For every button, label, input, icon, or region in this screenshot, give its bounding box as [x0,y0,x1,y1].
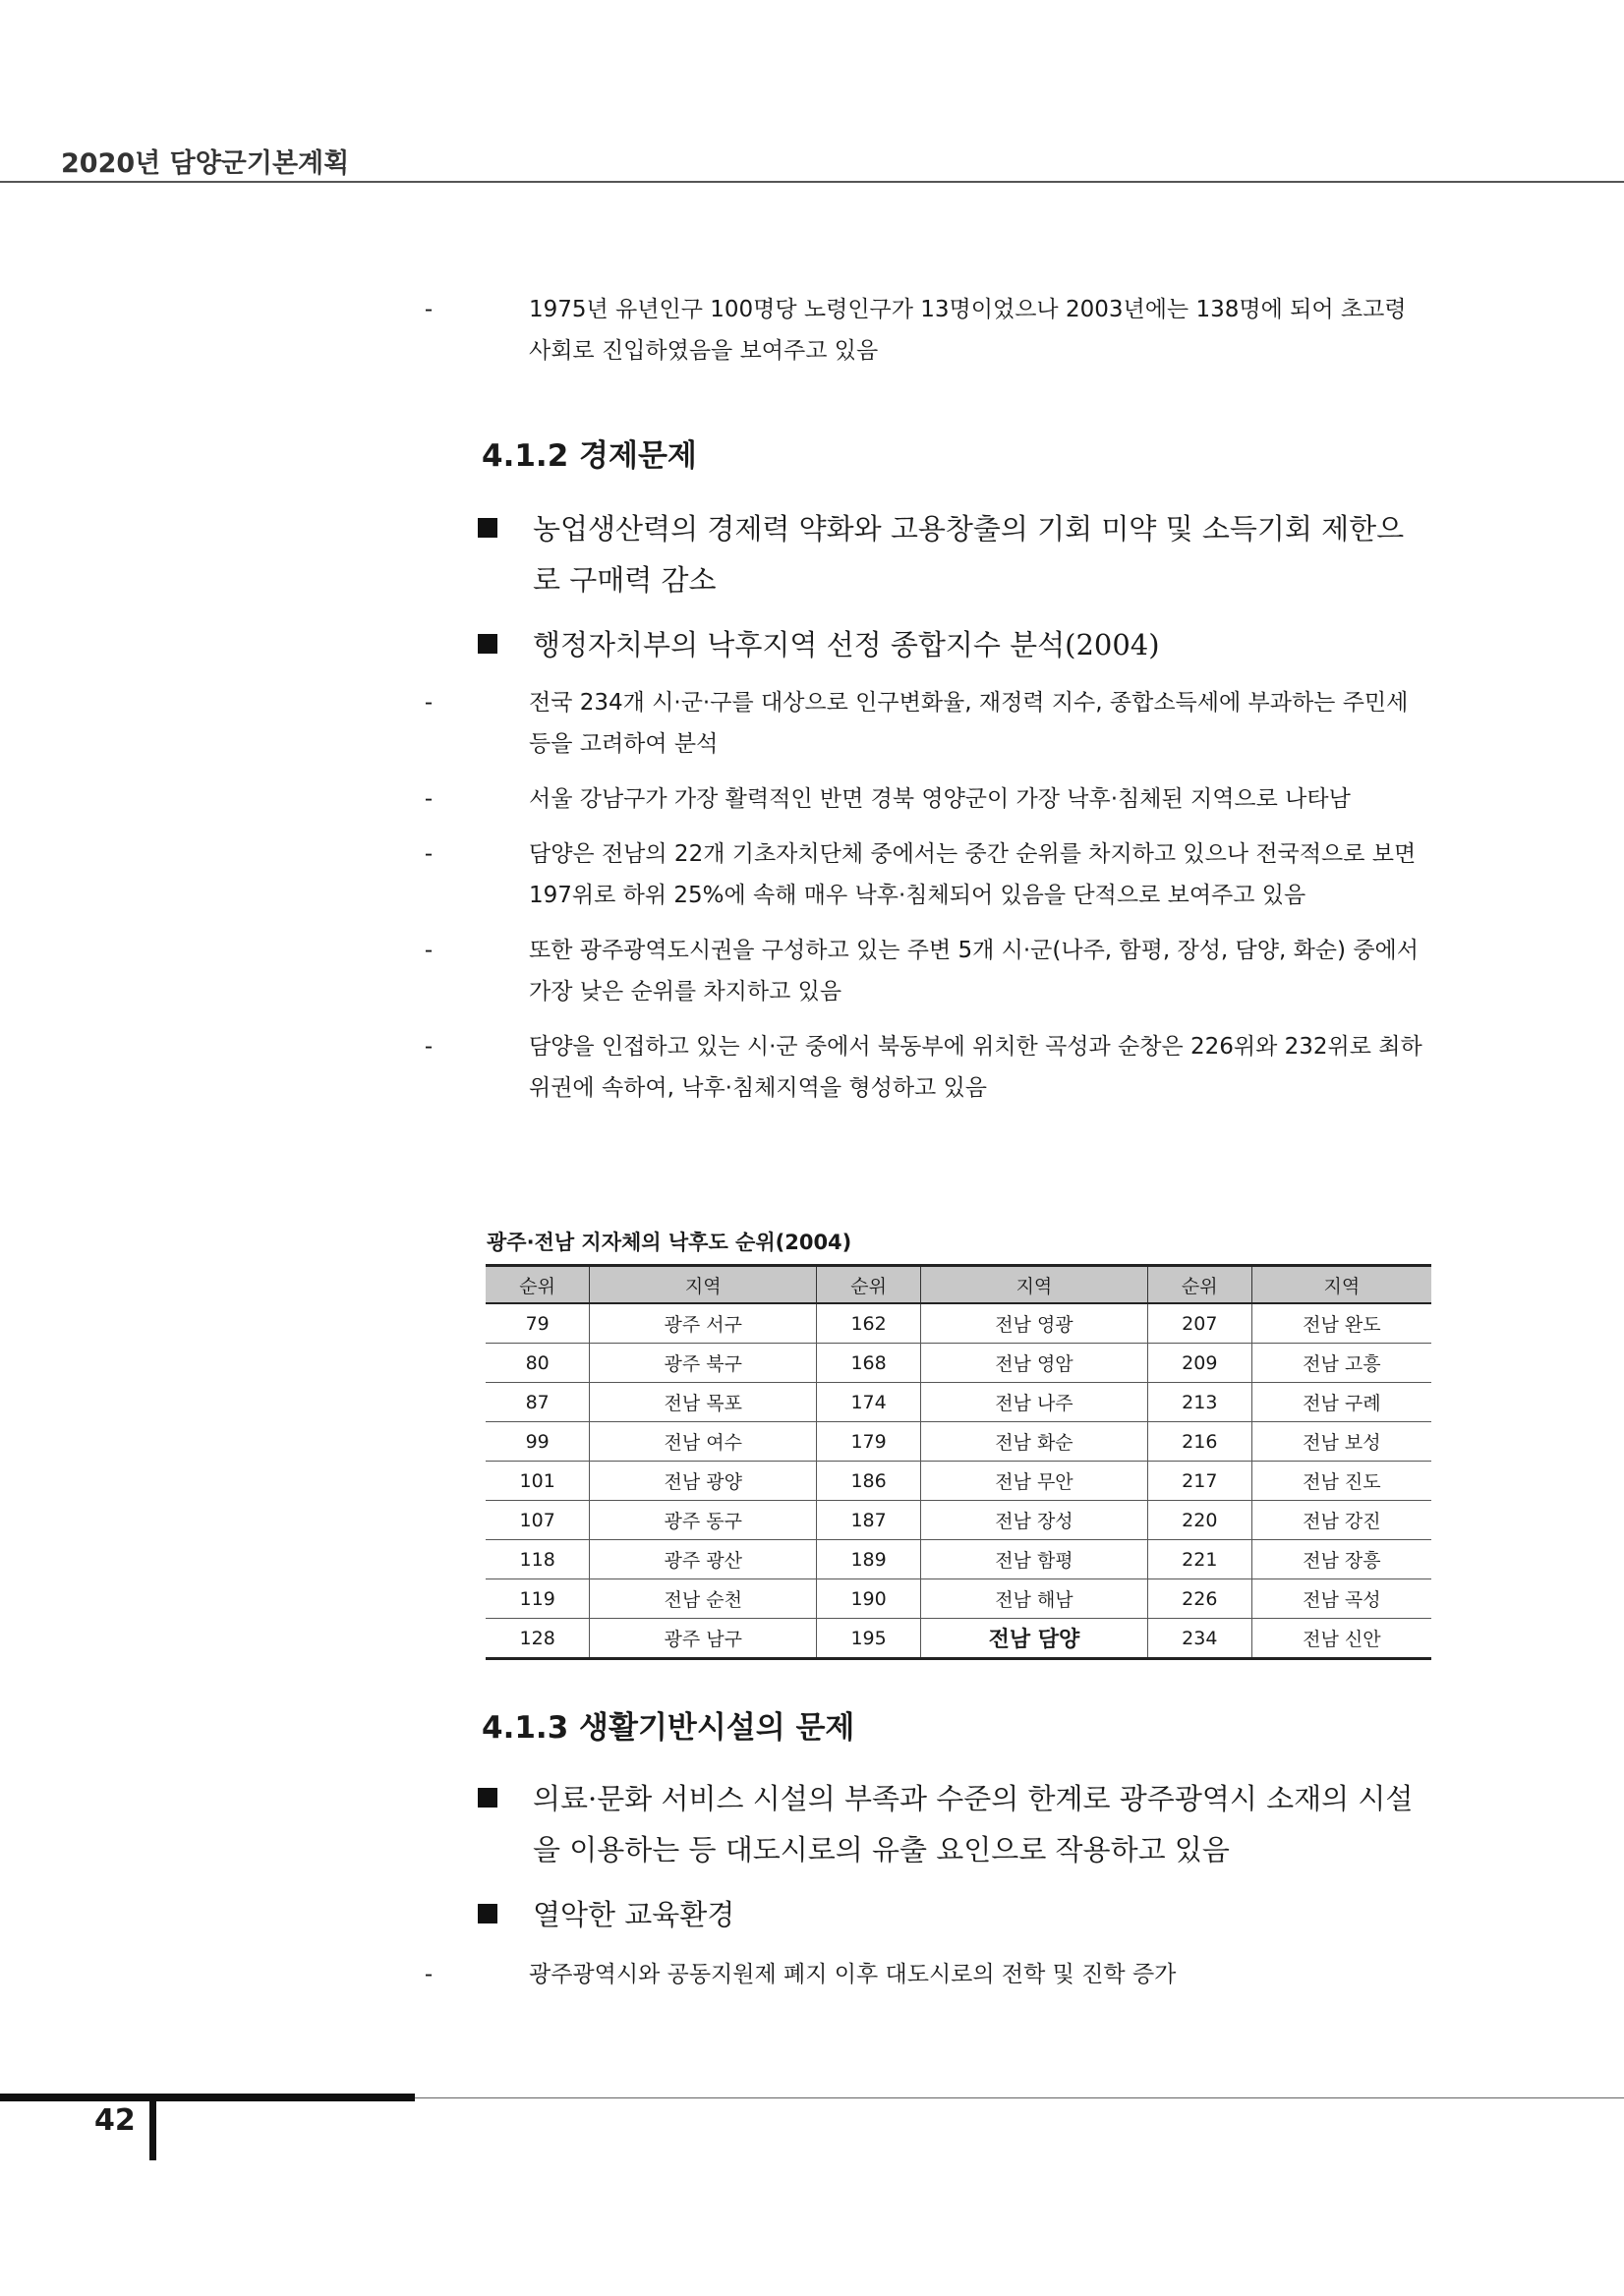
running-header-title: 2020년 담양군기본계획 [61,148,350,179]
region-cell: 전남 화순 [921,1422,1148,1462]
rank-cell: 209 [1147,1344,1251,1383]
region-cell: 전남 고흥 [1251,1344,1431,1383]
region-cell: 전남 강진 [1251,1501,1431,1540]
ranking-table [486,1264,1431,1660]
dash-text: 광주광역시와 공동지원제 폐지 이후 대도시로의 전학 및 진학 증가 [529,1962,1177,1987]
region-cell: 전남 완도 [1251,1303,1431,1344]
intro-dash-text: 1975년 유년인구 100명당 노령인구가 13명이었으나 2003년에는 138명에 되어 초고령 사회로 진입하였음을 보여주고 있음 [529,297,1407,364]
table-row [486,1540,1431,1579]
intro-dash-item [424,289,1430,372]
square-bullet-icon [478,518,497,538]
rank-cell: 195 [817,1619,921,1659]
region-cell: 광주 남구 [590,1619,817,1659]
region-cell: 전남 보성 [1251,1422,1431,1462]
rank-cell: 234 [1147,1619,1251,1659]
economy-dash-item [424,930,1430,1012]
dash-marker: - [424,690,434,716]
facilities-dash-item [424,1954,1430,1995]
page-number: 42 [94,2103,136,2138]
table-row [486,1303,1431,1344]
table-row [486,1619,1431,1659]
table-row [486,1462,1431,1501]
bullet-text: 열악한 교육환경 [533,1898,735,1931]
region-cell: 전남 진도 [1251,1462,1431,1501]
rank-cell: 101 [486,1462,590,1501]
rank-cell: 80 [486,1344,590,1383]
column-header: 순위 [817,1266,921,1304]
table-row [486,1422,1431,1462]
rank-cell: 79 [486,1303,590,1344]
bullet-item-facilities-2 [482,1889,1430,1940]
region-cell: 전남 영광 [921,1303,1148,1344]
economy-dash-item [424,778,1430,820]
region-cell: 전남 장흥 [1251,1540,1431,1579]
economy-dash-item [424,682,1430,765]
rank-cell: 216 [1147,1422,1251,1462]
rank-cell: 190 [817,1579,921,1619]
region-cell: 전남 광양 [590,1462,817,1501]
table-row [486,1383,1431,1422]
table-header-row [486,1266,1431,1304]
rank-cell: 107 [486,1501,590,1540]
region-cell: 광주 서구 [590,1303,817,1344]
rank-cell: 217 [1147,1462,1251,1501]
table-caption: 광주·전남 지자체의 낙후도 순위(2004) [487,1231,852,1254]
economy-dash-item [424,1026,1430,1109]
bullet-text: 농업생산력의 경제력 약화와 고용창출의 기회 미약 및 소득기회 제한으로 구매력 감소 [533,512,1405,597]
rank-cell: 118 [486,1540,590,1579]
dash-marker: - [424,786,434,812]
column-header: 지역 [1251,1266,1431,1304]
dash-marker: - [424,938,434,963]
table-row [486,1579,1431,1619]
bullet-text: 의료·문화 서비스 시설의 부족과 수준의 한계로 광주광역시 소재의 시설을 이용하는 등 대도시로의 유출 요인으로 작용하고 있음 [533,1782,1414,1866]
rank-cell: 186 [817,1462,921,1501]
region-cell: 전남 해남 [921,1579,1148,1619]
region-cell-highlight: 전남 담양 [921,1619,1148,1659]
dash-marker: - [424,297,434,322]
footer-rule [415,2097,1624,2098]
bullet-text: 행정자치부의 낙후지역 선정 종합지수 분석(2004) [533,628,1160,661]
bullet-item-economy-1 [482,503,1430,605]
region-cell: 전남 곡성 [1251,1579,1431,1619]
rank-cell: 99 [486,1422,590,1462]
section-heading-4-1-3: 4.1.3 생활기반시설의 문제 [482,1710,855,1746]
region-cell: 전남 여수 [590,1422,817,1462]
column-header: 순위 [486,1266,590,1304]
region-cell: 전남 순천 [590,1579,817,1619]
dash-text: 서울 강남구가 가장 활력적인 반면 경북 영양군이 가장 낙후·침체된 지역으로 나타남 [529,786,1351,812]
column-header: 순위 [1147,1266,1251,1304]
table-row [486,1501,1431,1540]
square-bullet-icon [478,1904,497,1923]
page-number-divider [149,2101,156,2160]
footer-bar [0,2094,415,2101]
region-cell: 광주 동구 [590,1501,817,1540]
column-header: 지역 [921,1266,1148,1304]
economy-dash-item [424,833,1430,916]
dash-marker: - [424,1962,434,1987]
rank-cell: 189 [817,1540,921,1579]
bullet-item-economy-2 [482,619,1430,670]
rank-cell: 226 [1147,1579,1251,1619]
dash-marker: - [424,1034,434,1060]
region-cell: 전남 영암 [921,1344,1148,1383]
region-cell: 광주 북구 [590,1344,817,1383]
region-cell: 전남 무안 [921,1462,1148,1501]
rank-cell: 221 [1147,1540,1251,1579]
region-cell: 전남 신안 [1251,1619,1431,1659]
rank-cell: 87 [486,1383,590,1422]
header-rule [0,181,1624,183]
rank-cell: 207 [1147,1303,1251,1344]
region-cell: 전남 함평 [921,1540,1148,1579]
rank-cell: 220 [1147,1501,1251,1540]
rank-cell: 174 [817,1383,921,1422]
rank-cell: 162 [817,1303,921,1344]
table-row [486,1344,1431,1383]
rank-cell: 179 [817,1422,921,1462]
dash-text: 또한 광주광역도시권을 구성하고 있는 주변 5개 시·군(나주, 함평, 장성, 담양, 화순) 중에서 가장 낮은 순위를 차지하고 있음 [529,938,1419,1004]
region-cell: 전남 장성 [921,1501,1148,1540]
section-heading-4-1-2: 4.1.2 경제문제 [482,438,697,474]
dash-text: 전국 234개 시·군·구를 대상으로 인구변화율, 재정력 지수, 종합소득세에 부과하는 주민세 등을 고려하여 분석 [529,690,1409,757]
square-bullet-icon [478,1788,497,1808]
region-cell: 광주 광산 [590,1540,817,1579]
region-cell: 전남 나주 [921,1383,1148,1422]
region-cell: 전남 구례 [1251,1383,1431,1422]
column-header: 지역 [590,1266,817,1304]
rank-cell: 119 [486,1579,590,1619]
rank-cell: 168 [817,1344,921,1383]
dash-marker: - [424,841,434,867]
rank-cell: 213 [1147,1383,1251,1422]
region-cell: 전남 목포 [590,1383,817,1422]
rank-cell: 128 [486,1619,590,1659]
rank-cell: 187 [817,1501,921,1540]
dash-text: 담양을 인접하고 있는 시·군 중에서 북동부에 위치한 곡성과 순창은 226위와 232위로 최하위권에 속하여, 낙후·침체지역을 형성하고 있음 [529,1034,1422,1101]
bullet-item-facilities-1 [482,1773,1430,1875]
dash-text: 담양은 전남의 22개 기초자치단체 중에서는 중간 순위를 차지하고 있으나 전국적으로 보면 197위로 하위 25%에 속해 매우 낙후·침체되어 있음을 단적으로 보여주고 있음 [529,841,1417,908]
square-bullet-icon [478,634,497,654]
